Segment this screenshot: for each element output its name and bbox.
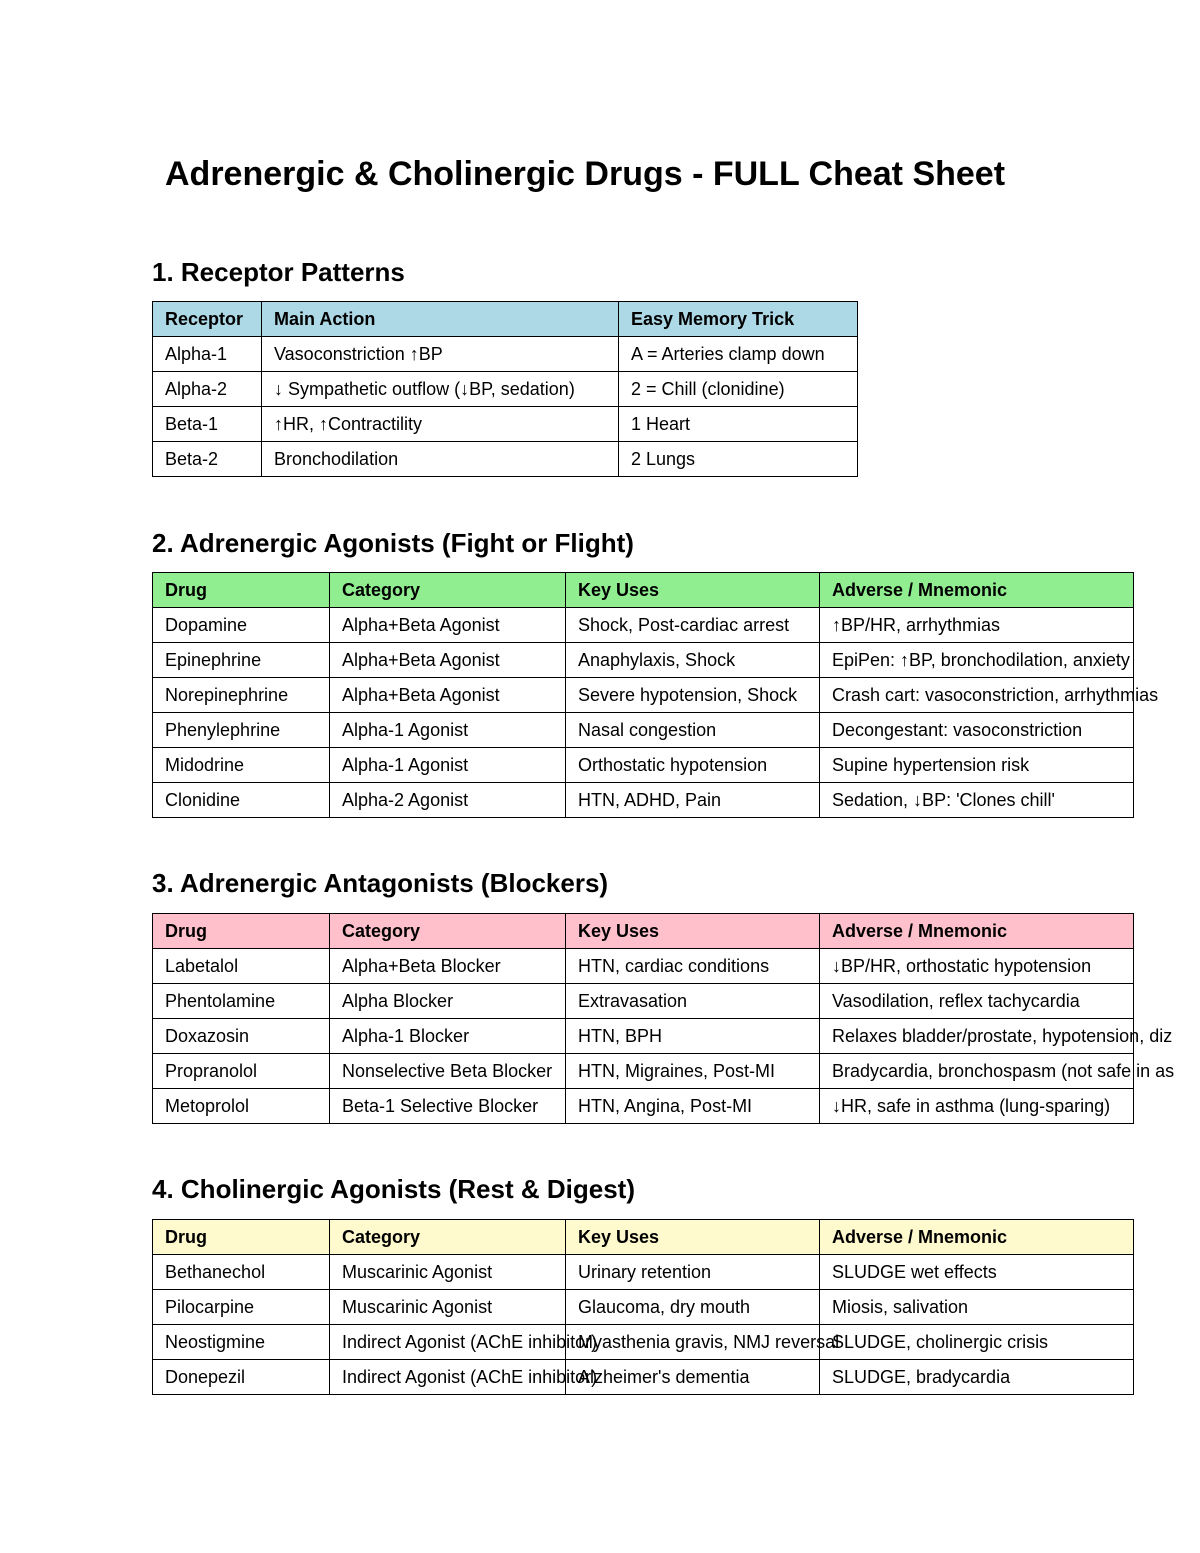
table-row (153, 1290, 1134, 1325)
column-header: Receptor (153, 302, 262, 337)
table-cell: Epinephrine (153, 643, 330, 678)
table-cell: ↑HR, ↑Contractility (262, 407, 619, 442)
table-cell: Anaphylaxis, Shock (566, 643, 820, 678)
table-cell: Myasthenia gravis, NMJ reversal (566, 1325, 820, 1360)
table-cell: Orthostatic hypotension (566, 748, 820, 783)
table-cell: Muscarinic Agonist (330, 1255, 566, 1290)
table-row (153, 1325, 1134, 1360)
table-cell: Labetalol (153, 949, 330, 984)
section-heading-receptor-patterns: 1. Receptor Patterns (152, 257, 405, 287)
table-cell: Neostigmine (153, 1325, 330, 1360)
table-cell: Muscarinic Agonist (330, 1290, 566, 1325)
table-cell: Beta-2 (153, 442, 262, 477)
table-cell: Alpha-2 Agonist (330, 783, 566, 818)
table-cell: Midodrine (153, 748, 330, 783)
table-cell: Indirect Agonist (AChE inhibitor) (330, 1360, 566, 1395)
table-cell: Pilocarpine (153, 1290, 330, 1325)
table-row (153, 608, 1134, 643)
section-heading-adrenergic-agonists: 2. Adrenergic Agonists (Fight or Flight) (152, 528, 634, 558)
table-cell: Alpha+Beta Blocker (330, 949, 566, 984)
table-cell: Alpha-1 Agonist (330, 748, 566, 783)
table-cell: Sedation, ↓BP: 'Clones chill' (820, 783, 1134, 818)
table-cell: Alpha-1 Agonist (330, 713, 566, 748)
table-cell: Alpha Blocker (330, 984, 566, 1019)
table-row (153, 748, 1134, 783)
table-cell: Glaucoma, dry mouth (566, 1290, 820, 1325)
table-cell: 1 Heart (619, 407, 858, 442)
table-cell: HTN, ADHD, Pain (566, 783, 820, 818)
table-cell: HTN, Angina, Post-MI (566, 1089, 820, 1124)
column-header: Key Uses (566, 573, 820, 608)
cholinergic-agonists-table (152, 1219, 1134, 1395)
column-header: Category (330, 914, 566, 949)
column-header: Drug (153, 1220, 330, 1255)
adrenergic-antagonists-table (152, 913, 1175, 1124)
table-cell: HTN, BPH (566, 1019, 820, 1054)
table-cell: Alpha-1 Blocker (330, 1019, 566, 1054)
table-cell: Nonselective Beta Blocker (330, 1054, 566, 1089)
table-cell: Alpha+Beta Agonist (330, 678, 566, 713)
table-row (153, 783, 1134, 818)
table-row (153, 1019, 1134, 1054)
table-cell: SLUDGE wet effects (820, 1255, 1134, 1290)
table-cell: Bronchodilation (262, 442, 619, 477)
table-row (153, 1054, 1134, 1089)
table-cell: Urinary retention (566, 1255, 820, 1290)
table-cell: Clonidine (153, 783, 330, 818)
table-cell: Shock, Post-cardiac arrest (566, 608, 820, 643)
table-cell: Alzheimer's dementia (566, 1360, 820, 1395)
table-cell: EpiPen: ↑BP, bronchodilation, anxiety (820, 643, 1134, 678)
adrenergic-agonists-table (152, 572, 1159, 818)
table-cell: Beta-1 Selective Blocker (330, 1089, 566, 1124)
table-row (153, 643, 1134, 678)
table-cell: Bethanechol (153, 1255, 330, 1290)
table-cell: Donepezil (153, 1360, 330, 1395)
column-header: Category (330, 1220, 566, 1255)
table-cell: 2 Lungs (619, 442, 858, 477)
table-cell: Indirect Agonist (AChE inhibitor) (330, 1325, 566, 1360)
column-header: Adverse / Mnemonic (820, 914, 1134, 949)
table-cell: Crash cart: vasoconstriction, arrhythmias (820, 678, 1134, 713)
table-header-row (153, 573, 1134, 608)
column-header: Drug (153, 573, 330, 608)
table-row (153, 984, 1134, 1019)
table-cell: Extravasation (566, 984, 820, 1019)
table-cell: Dopamine (153, 608, 330, 643)
table-header-row (153, 914, 1134, 949)
receptor-patterns-table (152, 301, 858, 477)
table-cell: HTN, Migraines, Post-MI (566, 1054, 820, 1089)
table-cell: Supine hypertension risk (820, 748, 1134, 783)
column-header: Key Uses (566, 1220, 820, 1255)
table-cell: Vasoconstriction ↑BP (262, 337, 619, 372)
column-header: Main Action (262, 302, 619, 337)
table-cell: ↓ Sympathetic outflow (↓BP, sedation) (262, 372, 619, 407)
column-header: Drug (153, 914, 330, 949)
table-cell: Nasal congestion (566, 713, 820, 748)
table-cell: Propranolol (153, 1054, 330, 1089)
table-row (153, 949, 1134, 984)
table-row (153, 407, 858, 442)
table-row (153, 372, 858, 407)
table-cell: Beta-1 (153, 407, 262, 442)
table-cell: Decongestant: vasoconstriction (820, 713, 1134, 748)
table-cell: Alpha+Beta Agonist (330, 608, 566, 643)
table-cell: Vasodilation, reflex tachycardia (820, 984, 1134, 1019)
table-row (153, 713, 1134, 748)
table-row (153, 1360, 1134, 1395)
section-heading-cholinergic-agonists: 4. Cholinergic Agonists (Rest & Digest) (152, 1174, 635, 1204)
table-cell: ↑BP/HR, arrhythmias (820, 608, 1134, 643)
table-cell: Relaxes bladder/prostate, hypotension, diz (820, 1019, 1134, 1054)
table-row (153, 1089, 1134, 1124)
table-row (153, 442, 858, 477)
column-header: Adverse / Mnemonic (820, 573, 1134, 608)
table-cell: Phenylephrine (153, 713, 330, 748)
table-header-row (153, 302, 858, 337)
table-row (153, 678, 1134, 713)
table-cell: SLUDGE, bradycardia (820, 1360, 1134, 1395)
table-cell: SLUDGE, cholinergic crisis (820, 1325, 1134, 1360)
table-cell: Miosis, salivation (820, 1290, 1134, 1325)
column-header: Easy Memory Trick (619, 302, 858, 337)
table-cell: Alpha-2 (153, 372, 262, 407)
table-cell: Phentolamine (153, 984, 330, 1019)
table-cell: A = Arteries clamp down (619, 337, 858, 372)
table-header-row (153, 1220, 1134, 1255)
column-header: Adverse / Mnemonic (820, 1220, 1134, 1255)
table-row (153, 1255, 1134, 1290)
table-cell: Metoprolol (153, 1089, 330, 1124)
table-cell: ↓HR, safe in asthma (lung-sparing) (820, 1089, 1134, 1124)
table-cell: Alpha+Beta Agonist (330, 643, 566, 678)
page-title: Adrenergic & Cholinergic Drugs - FULL Cheat Sheet (165, 155, 1006, 193)
table-cell: ↓BP/HR, orthostatic hypotension (820, 949, 1134, 984)
table-cell: 2 = Chill (clonidine) (619, 372, 858, 407)
table-cell: Norepinephrine (153, 678, 330, 713)
table-cell: Bradycardia, bronchospasm (not safe in as (820, 1054, 1134, 1089)
column-header: Key Uses (566, 914, 820, 949)
table-cell: Alpha-1 (153, 337, 262, 372)
table-cell: HTN, cardiac conditions (566, 949, 820, 984)
table-cell: Severe hypotension, Shock (566, 678, 820, 713)
table-cell: Doxazosin (153, 1019, 330, 1054)
section-heading-adrenergic-antagonists: 3. Adrenergic Antagonists (Blockers) (152, 868, 609, 898)
column-header: Category (330, 573, 566, 608)
table-row (153, 337, 858, 372)
